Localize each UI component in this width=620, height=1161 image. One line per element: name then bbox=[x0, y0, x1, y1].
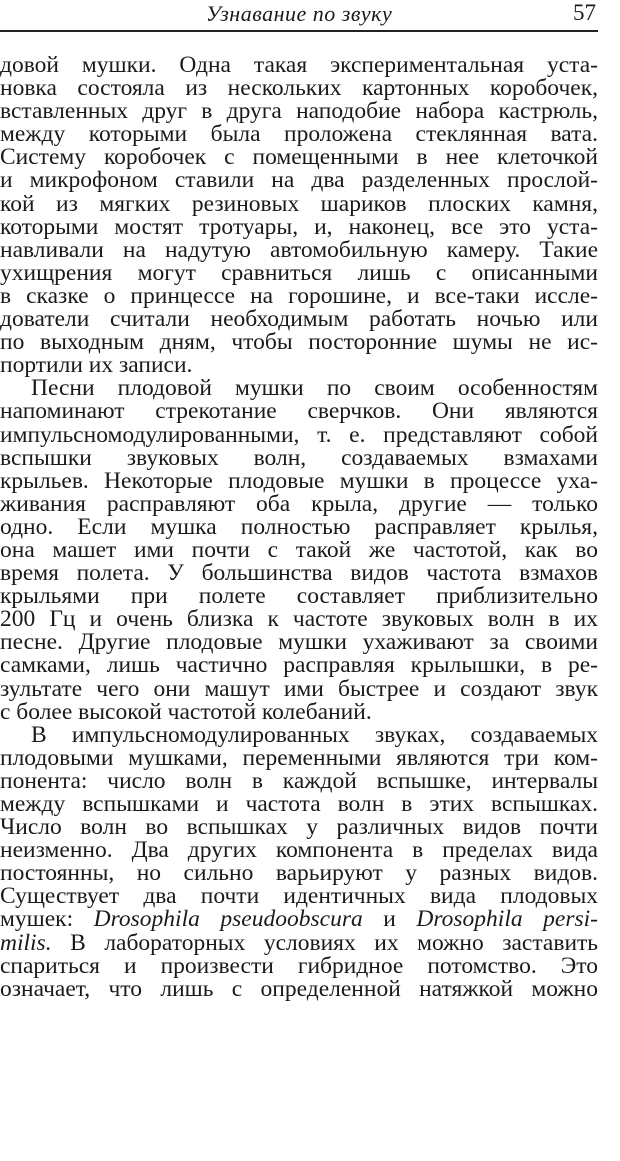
text-line: 200 Гц и очень близка к частоте звуковых волн в их bbox=[0, 606, 598, 633]
text-line: неизменно. Два других компонента в пределах вида bbox=[0, 837, 598, 864]
text-line: одно. Если мушка полностью расправляет крылья, bbox=[0, 513, 598, 540]
text-line: кой из мягких резиновых шариков плоских камня, bbox=[0, 190, 598, 217]
text-line: довой мушки. Одна такая экспериментальная уста- bbox=[0, 52, 598, 78]
text-line bbox=[0, 929, 599, 956]
species-name: Drosophila persi- bbox=[416, 906, 599, 933]
text-line: вспышки звуковых волн, создаваемых взмахами bbox=[0, 444, 598, 471]
text-segment: и bbox=[383, 906, 396, 933]
page-number: 57 bbox=[573, 0, 596, 25]
text-line: самками, лишь частично расправляя крылышки, в ре- bbox=[0, 652, 598, 679]
text-line: понента: число волн в каждой вспышке, интервалы bbox=[0, 767, 598, 794]
text-line: крыльями при полете составляет приблизительно bbox=[0, 583, 598, 610]
text-segment: мушек: bbox=[0, 906, 74, 933]
text-line: означает, что лишь с определенной натяжкой можно bbox=[0, 975, 598, 1002]
text-line: портили их записи. bbox=[0, 352, 193, 379]
species-name: milis. bbox=[0, 929, 52, 956]
text-line: спариться и произвести гибридное потомство. Это bbox=[0, 952, 598, 979]
text-line: по выходным дням, чтобы посторонние шумы не ис- bbox=[0, 329, 598, 356]
text-line: Число волн во вспышках у различных видов почти bbox=[0, 814, 598, 841]
text-line: импульсномодулированными, т. е. представляют собой bbox=[0, 421, 598, 448]
text-line: дователи считали необходимым работать ночью или bbox=[0, 306, 598, 333]
text-line: В импульсномодулированных звуках, создаваемых bbox=[31, 721, 598, 748]
text-line: крыльев. Некоторые плодовые мушки в процессе уха- bbox=[0, 467, 598, 494]
text-line: с более высокой частотой колебаний. bbox=[0, 698, 372, 725]
running-title: Узнавание по звуку bbox=[206, 1, 393, 26]
text-line: напоминают стрекотание сверчков. Они являются bbox=[0, 398, 598, 425]
running-header bbox=[0, 0, 598, 32]
text-line: Существует два почти идентичных вида плодовых bbox=[0, 883, 598, 910]
text-line: песне. Другие плодовые мушки ухаживают за своими bbox=[0, 629, 598, 656]
text-line: она машет ими почти с такой же частотой, как во bbox=[0, 536, 598, 563]
text-line: Песни плодовой мушки по своим особенностям bbox=[31, 375, 598, 402]
text-line: плодовыми мушками, переменными являются три ком- bbox=[0, 744, 598, 771]
text-line: живания расправляют оба крыла, другие — только bbox=[0, 490, 598, 517]
text-line: постоянны, но сильно варьируют у разных видов. bbox=[0, 860, 598, 887]
text-line: вставленных друг в друга наподобие набора кастрюль, bbox=[0, 98, 598, 125]
text-segment: В лабораторных условиях их можно заставить bbox=[70, 929, 599, 956]
body-text bbox=[0, 54, 598, 1001]
text-line: зультате чего они машут ими быстрее и создают звук bbox=[0, 675, 598, 702]
text-line: ухищрения могут сравниться лишь с описанными bbox=[0, 259, 598, 286]
text-line bbox=[0, 908, 598, 931]
text-line: которыми мостят тротуары, и, наконец, все это уста- bbox=[0, 213, 598, 240]
text-line: между которыми была проложена стеклянная вата. bbox=[0, 121, 598, 148]
text-line: в сказке о принцессе на горошине, и все-таки иссле- bbox=[0, 282, 598, 309]
species-name: Drosophila pseudoobscura bbox=[93, 906, 363, 933]
text-line: навливали на надутую автомобильную камеру. Такие bbox=[0, 236, 598, 263]
text-line: между вспышками и частота волн в этих вспышках. bbox=[0, 791, 598, 817]
text-line: Систему коробочек с помещенными в нее клеточкой bbox=[0, 144, 598, 171]
text-line: новка состояла из нескольких картонных коробочек, bbox=[0, 75, 598, 102]
text-line: и микрофоном ставили на два разделенных прослой- bbox=[0, 167, 598, 194]
text-line: время полета. У большинства видов частота взмахов bbox=[0, 560, 598, 587]
